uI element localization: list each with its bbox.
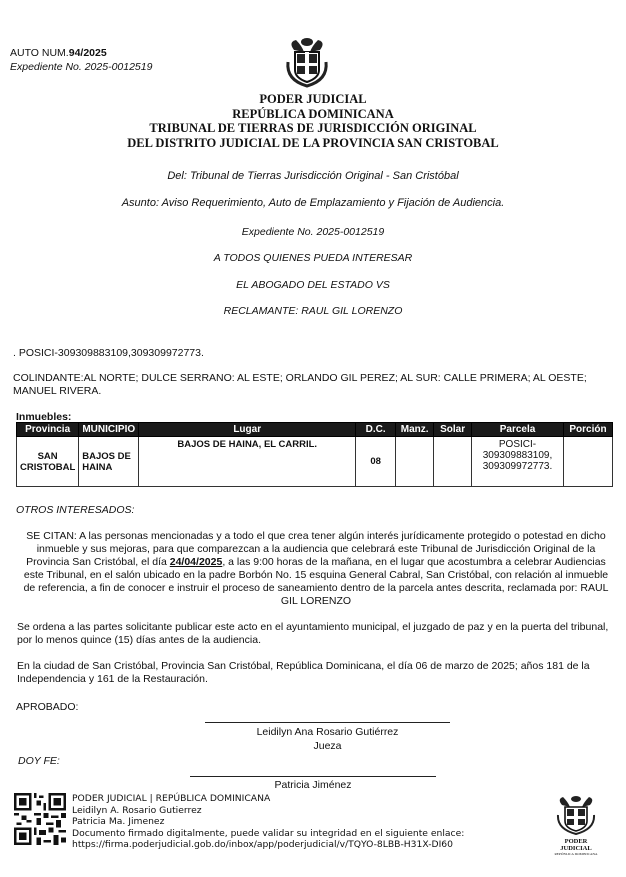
title-line-2: REPÚBLICA DOMINICANA (232, 106, 394, 121)
col-provincia: Provincia (17, 423, 79, 437)
cell-parcela: POSICI-309309883109, 309309972773. (472, 437, 564, 487)
se-citan-paragraph: SE CITAN: A las personas mencionadas y a todo el que crea tener algún interés jurídicamente protegido o potestad en dicho inmueble y sus mejoras, para que comparezcan a la audiencia que celebrará este Tribunal de Jurisdicción Original de la Provincia San Cristóbal, el día 24/04/2025, a las 9:00 horas de la mañana, en el lugar que acostumbra a celebrar Audiencias este Tribunal, en el salón ubicado en la padre Borbón No. 15 esquina General Cabral, San Cristóbal, con relación al inmueble de referencia, a fin de conocer e instruir el proceso de saneamiento dentro de la parcela antes descrita, reclamada por: RAUL GIL LORENZO (23, 530, 609, 607)
footer-line-2: Leidilyn A. Rosario Gutierrez (72, 804, 202, 816)
cell-porcion (563, 437, 612, 487)
col-lugar: Lugar (139, 423, 356, 437)
footer-line-3: Patricia Ma. Jimenez (72, 816, 165, 828)
title-line-1: PODER JUDICIAL (259, 92, 367, 106)
table-header-row (17, 423, 613, 437)
col-porcion: Porción (563, 423, 612, 437)
col-dc: D.C. (356, 423, 396, 437)
a-todos-line: A TODOS QUIENES PUEDA INTERESAR (213, 252, 413, 264)
coat-of-arms-icon (284, 36, 330, 88)
footer-line-4: Documento firmado digitalmente, puede validar su integridad en el siguiente enlace: (72, 827, 465, 839)
col-parcela: Parcela (472, 423, 564, 437)
col-manz: Manz. (396, 423, 434, 437)
inmuebles-label: Inmuebles: (16, 411, 72, 423)
cell-provincia: SAN CRISTOBAL (17, 437, 79, 487)
logo-subtext: REPÚBLICA DOMINICANA (554, 852, 598, 856)
logo-text: PODER JUDICIAL (560, 838, 592, 852)
coat-of-arms-small-icon (553, 795, 599, 835)
col-municipio: MUNICIPIO (79, 423, 139, 437)
col-solar: Solar (434, 423, 472, 437)
expediente-line: Expediente No. 2025-0012519 (241, 226, 385, 238)
signature-line-1 (205, 722, 450, 723)
title-line-4: DEL DISTRITO JUDICIAL DE LA PROVINCIA SAN CRISTOBAL (127, 135, 499, 150)
qr-code-icon (14, 793, 66, 845)
footer-validation-link[interactable]: https://firma.poderjudicial.gob.do/inbox/app/poderjudicial/v/TQYO-8LBB-H31X-DI60 (72, 839, 453, 851)
poder-judicial-logo (553, 795, 599, 855)
ordena-paragraph: Se ordena a las partes solicitante publicar este acto en el ayuntamiento municipal, el juzgado de paz y en la puerta del tribunal, por lo menos quince (15) días antes de la audiencia. (17, 621, 609, 646)
signer1-role: Jueza (313, 740, 342, 752)
reclamante-line: RECLAMANTE: RAUL GIL LORENZO (223, 305, 403, 317)
cell-dc: 08 (356, 437, 396, 487)
audiencia-date: 24/04/2025 (169, 556, 223, 568)
otros-interesados: OTROS INTERESADOS: (16, 504, 135, 516)
auto-number: AUTO NUM.94/2025 (10, 47, 107, 59)
inmuebles-table (16, 422, 613, 487)
posici-line: . POSICI-309309883109,309309972773. (13, 347, 204, 359)
aprobado-label: APROBADO: (16, 701, 79, 713)
cell-manz (396, 437, 434, 487)
asunto-line: Asunto: Aviso Requerimiento, Auto de Emplazamiento y Fijación de Audiencia. (121, 197, 505, 209)
table-row (17, 437, 613, 487)
expediente-top: Expediente No. 2025-0012519 (10, 61, 153, 73)
cell-municipio: BAJOS DE HAINA (79, 437, 139, 487)
ciudad-paragraph: En la ciudad de San Cristóbal, Provincia San Cristóbal, República Dominicana, el día 06 de marzo de 2025; años 181 de la Independencia y 161 de la Restauración. (17, 660, 590, 685)
signature-line-2 (190, 776, 436, 777)
cell-solar (434, 437, 472, 487)
signer2-name: Patricia Jiménez (274, 779, 352, 788)
colindante-text: COLINDANTE:AL NORTE; DULCE SERRANO: AL ESTE; ORLANDO GIL PEREZ; AL SUR: CALLE PRIMERA; AL OESTE; MANUEL RIVERA. (13, 372, 587, 397)
footer-signature-block (72, 793, 464, 851)
cell-lugar: BAJOS DE HAINA, EL CARRIL. (139, 437, 356, 487)
del-line: Del: Tribunal de Tierras Jurisdicción Original - San Cristóbal (167, 170, 459, 182)
court-title (0, 92, 626, 150)
doy-fe-label: DOY FE: (18, 755, 60, 767)
footer-line-1: PODER JUDICIAL | REPÚBLICA DOMINICANA (72, 793, 271, 804)
abogado-line: EL ABOGADO DEL ESTADO VS (236, 279, 390, 291)
signer1-name: Leidilyn Ana Rosario Gutiérrez (256, 726, 399, 738)
title-line-3: TRIBUNAL DE TIERRAS DE JURISDICCIÓN ORIGINAL (149, 121, 477, 135)
